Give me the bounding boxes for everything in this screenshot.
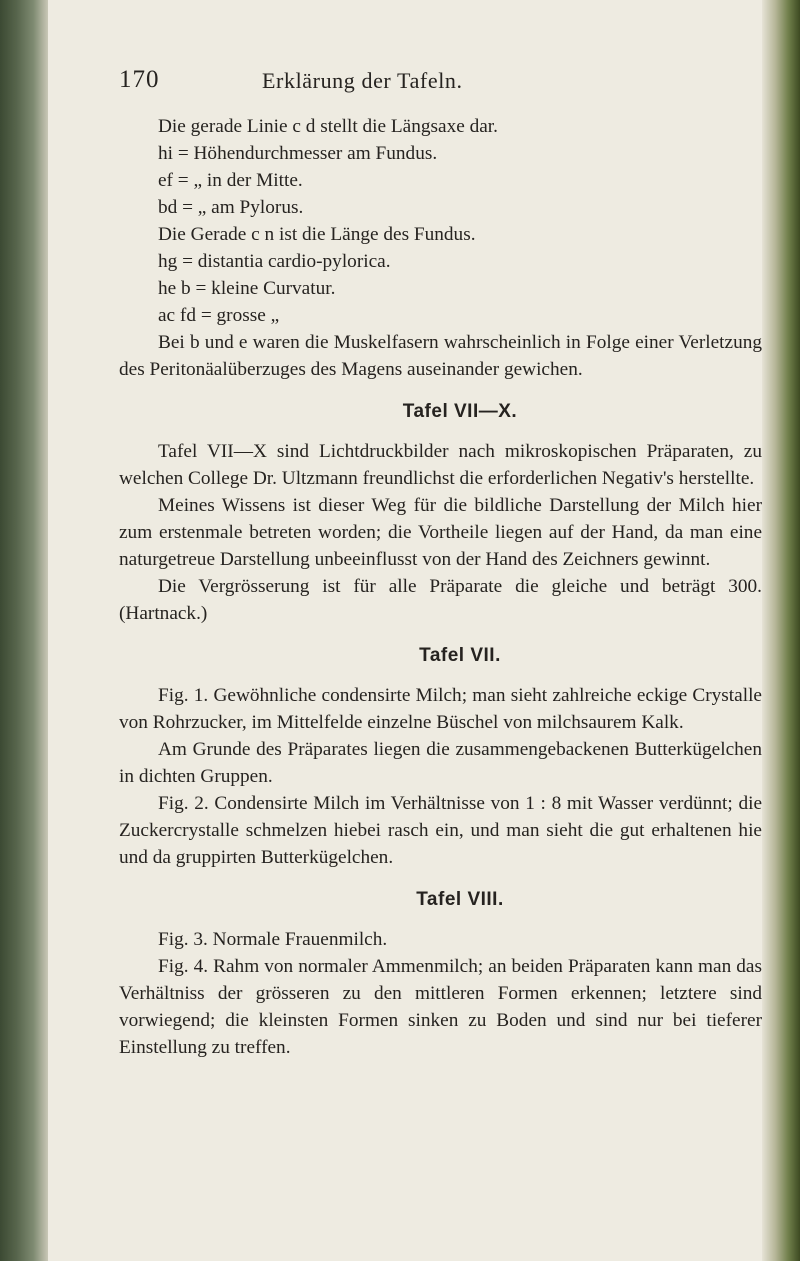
section-heading: Tafel VIII. [416, 889, 504, 910]
book-binding-right [762, 0, 800, 1261]
section-paragraph: Fig. 1. Gewöhnliche condensirte Milch; man sieht zahlreiche eckige Crystalle von Rohrzucker, im Mittelfelde einzelne Büschel von milchsaurem Kalk. [119, 685, 762, 733]
page-number: 170 [119, 66, 160, 93]
intro-line: bd = „ am Pylorus. [158, 197, 304, 218]
intro-line: hg = distantia cardio-pylorica. [158, 251, 391, 272]
intro-line: ef = „ in der Mitte. [158, 170, 303, 191]
book-binding-left [0, 0, 48, 1261]
intro-line: ac fd = grosse „ [158, 305, 280, 326]
section-paragraph: Fig. 3. Normale Frauenmilch. [158, 929, 388, 950]
intro-block [119, 113, 762, 383]
section-heading: Tafel VII—X. [402, 401, 518, 422]
section-paragraph: Am Grunde des Präparates liegen die zusammengebackenen Butterkügelchen in dichten Gruppen. [119, 739, 762, 787]
intro-line: Die Gerade c n ist die Länge des Fundus. [158, 224, 476, 245]
page-header [119, 66, 589, 106]
intro-line: Die gerade Linie c d stellt die Längsaxe dar. [158, 116, 498, 137]
section-paragraph: Tafel VII—X sind Lichtdruckbilder nach mikroskopischen Präparaten, zu welchen College Dr. Ultzmann freundlichst die erforderlichen Negativ's herstellte. [119, 441, 762, 489]
intro-line: he b = kleine Curvatur. [158, 278, 336, 299]
running-title: Erklärung der Tafeln. [262, 68, 463, 93]
intro-paragraph: Bei b und e waren die Muskelfasern wahrscheinlich in Folge einer Verletzung des Peritonäalüberzuges des Magens auseinander gewichen. [119, 332, 762, 380]
section-paragraph: Fig. 2. Condensirte Milch im Verhältnisse von 1 : 8 mit Wasser verdünnt; die Zuckercrystalle schmelzen hiebei rasch ein, und man sieht die gut erhaltenen hie und da gruppirten Butterkügelchen. [119, 793, 762, 868]
page-body [119, 113, 762, 1061]
section-heading: Tafel VII. [419, 645, 501, 666]
section-paragraph: Fig. 4. Rahm von normaler Ammenmilch; an beiden Präparaten kann man das Verhältniss der grösseren zu den mittleren Formen erkennen; letztere sind vorwiegend; die kleinsten Formen sinken zu Boden und sind nur bei tieferer Einstellung zu treffen. [119, 956, 762, 1058]
intro-line: hi = Höhendurchmesser am Fundus. [158, 143, 438, 164]
section-paragraph: Die Vergrösserung ist für alle Präparate die gleiche und beträgt 300. (Hartnack.) [119, 576, 762, 624]
section-paragraph: Meines Wissens ist dieser Weg für die bildliche Darstellung der Milch hier zum erstenmale betreten worden; die Vortheile liegen auf der Hand, da man eine naturgetreue Darstellung unbeeinflusst von der Hand des Zeichners gewinnt. [119, 495, 762, 570]
